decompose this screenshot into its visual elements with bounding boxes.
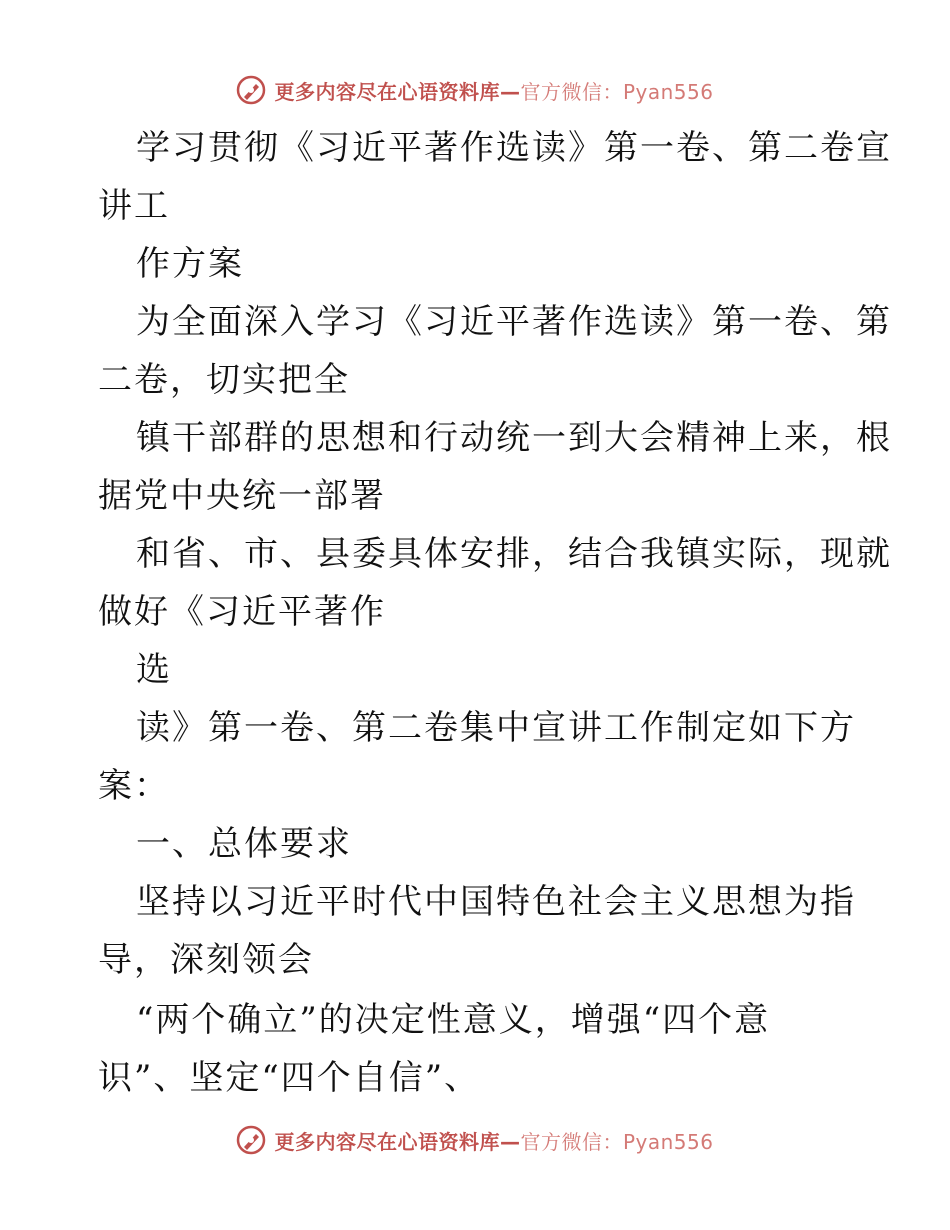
doc-paragraph-line: 读》第一卷、第二卷集中宣讲工作制定如下方 — [136, 708, 856, 748]
watermark-text: 更多内容尽在心语资料库—官方微信：Pyan556 — [274, 1129, 714, 1154]
doc-paragraph-line: 选 — [136, 650, 172, 690]
doc-paragraph-line: 坚持以习近平时代中国特色社会主义思想为指 — [136, 882, 856, 922]
doc-title-line-3: 作方案 — [136, 244, 244, 284]
doc-paragraph-line: 识”、坚定“四个自信”、 — [98, 1058, 481, 1098]
footer-watermark — [0, 1120, 950, 1160]
doc-paragraph-line: 做好《习近平著作 — [98, 592, 386, 632]
pen-logo-icon — [236, 1125, 266, 1155]
doc-paragraph-line: 为全面深入学习《习近平著作选读》第一卷、第 — [136, 302, 892, 342]
watermark-text: 更多内容尽在心语资料库—官方微信：Pyan556 — [274, 79, 714, 104]
doc-paragraph-line: 镇干部群的思想和行动统一到大会精神上来，根 — [136, 418, 892, 458]
doc-paragraph-line: “两个确立”的决定性意义，增强“四个意 — [136, 1000, 771, 1040]
doc-paragraph-line: 案： — [98, 766, 170, 806]
doc-paragraph-line: 和省、市、县委具体安排，结合我镇实际，现就 — [136, 534, 892, 574]
doc-title-line-2: 讲工 — [98, 186, 170, 226]
header-watermark — [0, 70, 950, 110]
doc-paragraph-line: 据党中央统一部署 — [98, 476, 386, 516]
section-heading: 一、总体要求 — [136, 824, 352, 864]
doc-paragraph-line: 二卷，切实把全 — [98, 360, 350, 400]
pen-logo-icon — [236, 75, 266, 105]
doc-title-line-1: 学习贯彻《习近平著作选读》第一卷、第二卷宣 — [136, 128, 892, 168]
doc-paragraph-line: 导，深刻领会 — [98, 940, 314, 980]
